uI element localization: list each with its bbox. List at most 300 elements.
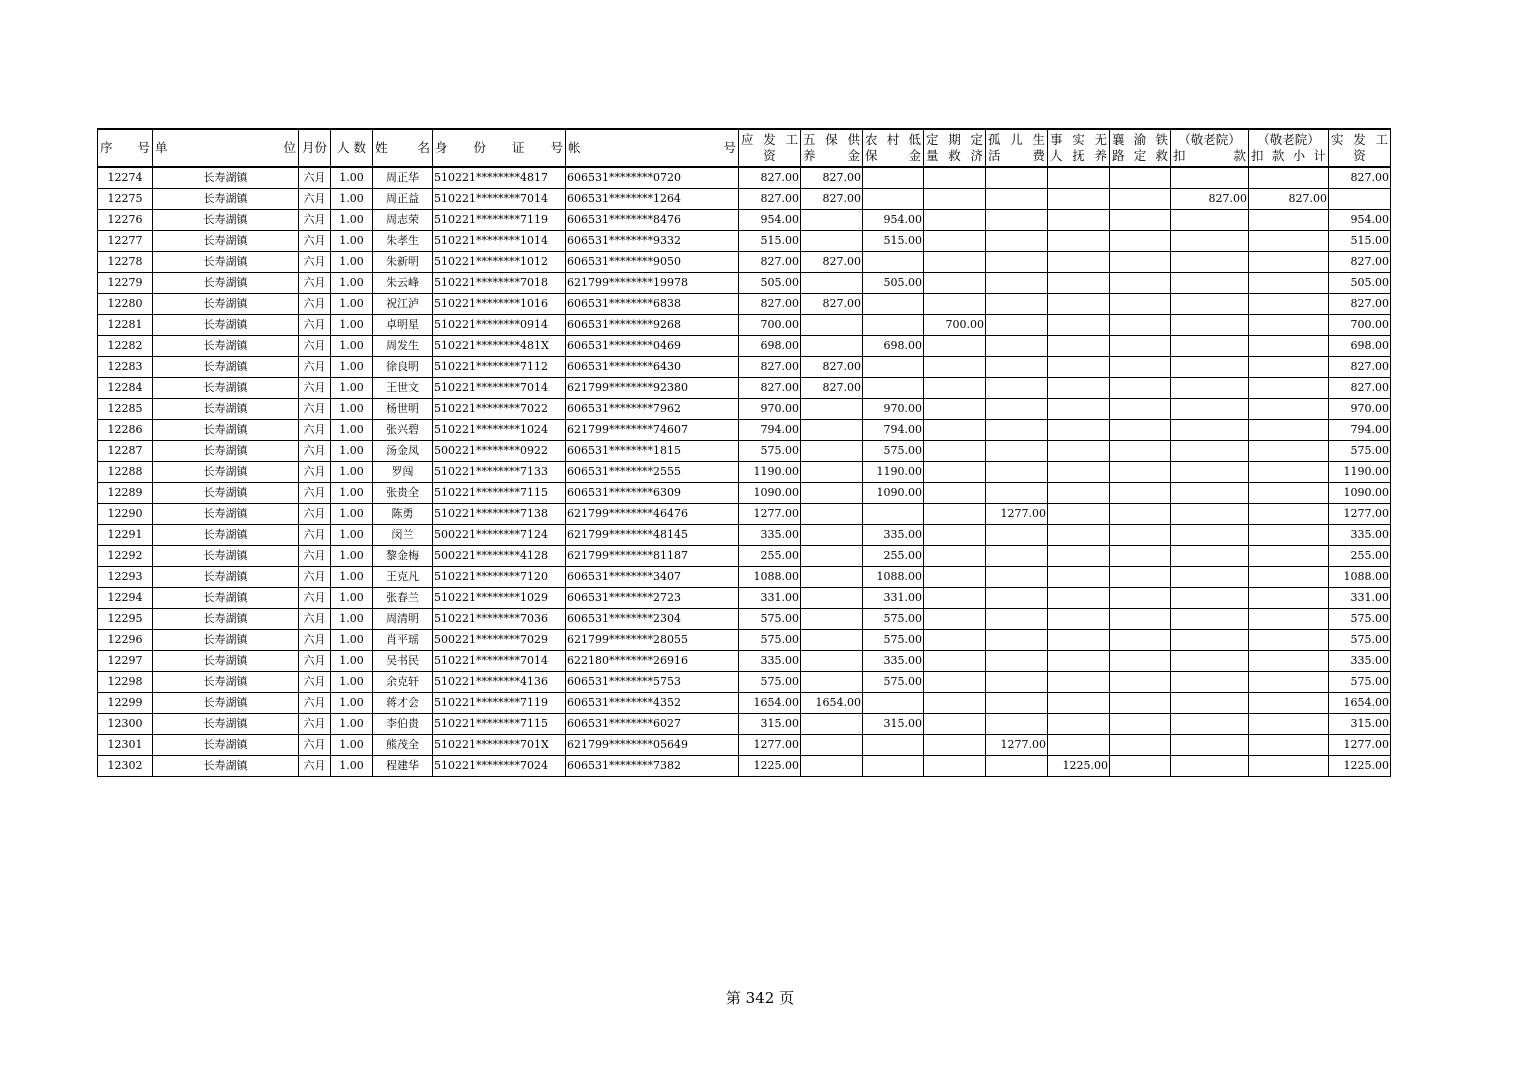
cell-dingqi (924, 252, 986, 273)
table-row (98, 315, 1391, 336)
cell-people: 1.00 (331, 462, 373, 483)
cell-dingqi (924, 672, 986, 693)
cell-id-number: 510221********7018 (433, 273, 566, 294)
cell-xiangyu (1110, 189, 1171, 210)
cell-dibao (863, 756, 924, 777)
cell-dingqi (924, 588, 986, 609)
cell-xiangyu (1110, 588, 1171, 609)
cell-dingqi (924, 651, 986, 672)
table-row (98, 756, 1391, 777)
cell-dingqi (924, 273, 986, 294)
cell-people: 1.00 (331, 399, 373, 420)
cell-nursing-deduct (1171, 399, 1249, 420)
cell-nursing-deduct-subtotal (1249, 525, 1329, 546)
cell-nursing-deduct (1171, 567, 1249, 588)
cell-account: 606531********2304 (566, 609, 739, 630)
cell-name: 李伯贵 (373, 714, 433, 735)
cell-wubao (801, 315, 863, 336)
cell-wubao (801, 651, 863, 672)
cell-net-pay: 954.00 (1329, 210, 1391, 231)
header-id: 身 份 证 号 (433, 129, 566, 167)
cell-unit: 长寿湖镇 (153, 525, 299, 546)
cell-wubao (801, 420, 863, 441)
cell-guer (986, 399, 1048, 420)
cell-gross-pay: 827.00 (739, 189, 801, 210)
cell-dibao (863, 357, 924, 378)
cell-month: 六月 (299, 210, 331, 231)
cell-net-pay: 1088.00 (1329, 567, 1391, 588)
cell-people: 1.00 (331, 378, 373, 399)
table-row (98, 252, 1391, 273)
cell-shishi (1048, 189, 1110, 210)
cell-dibao: 794.00 (863, 420, 924, 441)
cell-nursing-deduct: 827.00 (1171, 189, 1249, 210)
cell-name: 王克凡 (373, 567, 433, 588)
cell-dingqi (924, 462, 986, 483)
cell-shishi (1048, 441, 1110, 462)
cell-wubao (801, 735, 863, 756)
cell-gross-pay: 1277.00 (739, 735, 801, 756)
cell-nursing-deduct-subtotal (1249, 588, 1329, 609)
cell-account: 606531********1815 (566, 441, 739, 462)
cell-nursing-deduct-subtotal (1249, 672, 1329, 693)
cell-seq: 12284 (98, 378, 153, 399)
cell-dibao: 255.00 (863, 546, 924, 567)
cell-unit: 长寿湖镇 (153, 315, 299, 336)
cell-name: 熊茂全 (373, 735, 433, 756)
cell-guer (986, 483, 1048, 504)
cell-seq: 12291 (98, 525, 153, 546)
cell-unit: 长寿湖镇 (153, 399, 299, 420)
cell-net-pay: 1277.00 (1329, 735, 1391, 756)
cell-nursing-deduct (1171, 441, 1249, 462)
cell-seq: 12302 (98, 756, 153, 777)
header-people: 人 数 (331, 129, 373, 167)
cell-id-number: 510221********4136 (433, 672, 566, 693)
cell-dingqi (924, 210, 986, 231)
cell-net-pay: 335.00 (1329, 651, 1391, 672)
cell-dingqi (924, 167, 986, 189)
cell-guer (986, 378, 1048, 399)
cell-shishi (1048, 273, 1110, 294)
cell-seq: 12280 (98, 294, 153, 315)
cell-xiangyu (1110, 483, 1171, 504)
cell-dibao: 505.00 (863, 273, 924, 294)
cell-id-number: 500221********0922 (433, 441, 566, 462)
cell-gross-pay: 315.00 (739, 714, 801, 735)
cell-guer (986, 441, 1048, 462)
cell-month: 六月 (299, 630, 331, 651)
cell-dingqi (924, 546, 986, 567)
cell-account: 621799********92380 (566, 378, 739, 399)
header-gross-pay: 应 发 工 资 (739, 129, 801, 167)
cell-id-number: 510221********4817 (433, 167, 566, 189)
cell-name: 朱孝生 (373, 231, 433, 252)
cell-gross-pay: 255.00 (739, 546, 801, 567)
table-row (98, 483, 1391, 504)
cell-net-pay: 575.00 (1329, 609, 1391, 630)
cell-month: 六月 (299, 189, 331, 210)
cell-gross-pay: 794.00 (739, 420, 801, 441)
cell-account: 606531********0469 (566, 336, 739, 357)
cell-guer (986, 357, 1048, 378)
cell-gross-pay: 1088.00 (739, 567, 801, 588)
cell-xiangyu (1110, 441, 1171, 462)
cell-net-pay: 700.00 (1329, 315, 1391, 336)
cell-dibao: 1090.00 (863, 483, 924, 504)
cell-gross-pay: 575.00 (739, 441, 801, 462)
cell-nursing-deduct (1171, 525, 1249, 546)
cell-gross-pay: 698.00 (739, 336, 801, 357)
cell-nursing-deduct (1171, 420, 1249, 441)
cell-unit: 长寿湖镇 (153, 420, 299, 441)
cell-id-number: 510221********1024 (433, 420, 566, 441)
cell-shishi (1048, 294, 1110, 315)
cell-wubao (801, 588, 863, 609)
cell-dibao: 575.00 (863, 441, 924, 462)
cell-shishi (1048, 399, 1110, 420)
cell-month: 六月 (299, 693, 331, 714)
table-row (98, 273, 1391, 294)
cell-account: 606531********5753 (566, 672, 739, 693)
cell-wubao (801, 525, 863, 546)
cell-seq: 12279 (98, 273, 153, 294)
cell-net-pay: 575.00 (1329, 672, 1391, 693)
cell-nursing-deduct-subtotal (1249, 735, 1329, 756)
cell-dingqi (924, 231, 986, 252)
cell-dibao: 331.00 (863, 588, 924, 609)
cell-account: 606531********0720 (566, 167, 739, 189)
cell-month: 六月 (299, 441, 331, 462)
cell-guer (986, 462, 1048, 483)
cell-wubao (801, 441, 863, 462)
cell-id-number: 510221********7120 (433, 567, 566, 588)
cell-gross-pay: 575.00 (739, 609, 801, 630)
cell-account: 606531********6309 (566, 483, 739, 504)
cell-name: 余克轩 (373, 672, 433, 693)
cell-nursing-deduct-subtotal (1249, 378, 1329, 399)
cell-name: 杨世明 (373, 399, 433, 420)
cell-guer (986, 756, 1048, 777)
cell-seq: 12293 (98, 567, 153, 588)
cell-nursing-deduct-subtotal (1249, 167, 1329, 189)
cell-dibao (863, 167, 924, 189)
cell-dingqi (924, 693, 986, 714)
cell-id-number: 510221********7022 (433, 399, 566, 420)
cell-xiangyu (1110, 357, 1171, 378)
cell-guer (986, 273, 1048, 294)
cell-nursing-deduct-subtotal (1249, 462, 1329, 483)
cell-dingqi (924, 609, 986, 630)
cell-unit: 长寿湖镇 (153, 588, 299, 609)
cell-shishi (1048, 420, 1110, 441)
cell-people: 1.00 (331, 735, 373, 756)
cell-unit: 长寿湖镇 (153, 336, 299, 357)
table-row (98, 567, 1391, 588)
cell-net-pay: 1190.00 (1329, 462, 1391, 483)
cell-net-pay: 505.00 (1329, 273, 1391, 294)
cell-wubao: 827.00 (801, 252, 863, 273)
cell-seq: 12274 (98, 167, 153, 189)
cell-month: 六月 (299, 525, 331, 546)
cell-net-pay: 794.00 (1329, 420, 1391, 441)
cell-name: 周志荣 (373, 210, 433, 231)
cell-month: 六月 (299, 735, 331, 756)
cell-account: 621799********05649 (566, 735, 739, 756)
cell-id-number: 510221********7014 (433, 651, 566, 672)
cell-account: 606531********9268 (566, 315, 739, 336)
cell-wubao (801, 504, 863, 525)
cell-net-pay: 1090.00 (1329, 483, 1391, 504)
cell-month: 六月 (299, 546, 331, 567)
table-row (98, 504, 1391, 525)
cell-guer (986, 336, 1048, 357)
cell-wubao: 827.00 (801, 357, 863, 378)
cell-gross-pay: 827.00 (739, 294, 801, 315)
cell-dingqi (924, 483, 986, 504)
cell-name: 周清明 (373, 609, 433, 630)
table-row (98, 525, 1391, 546)
cell-xiangyu (1110, 504, 1171, 525)
table-row (98, 441, 1391, 462)
cell-seq: 12294 (98, 588, 153, 609)
cell-people: 1.00 (331, 167, 373, 189)
cell-wubao: 827.00 (801, 378, 863, 399)
cell-gross-pay: 1225.00 (739, 756, 801, 777)
cell-xiangyu (1110, 651, 1171, 672)
table-row (98, 167, 1391, 189)
cell-people: 1.00 (331, 525, 373, 546)
table-row (98, 336, 1391, 357)
cell-dibao (863, 693, 924, 714)
cell-net-pay: 575.00 (1329, 630, 1391, 651)
cell-nursing-deduct-subtotal (1249, 231, 1329, 252)
cell-id-number: 500221********4128 (433, 546, 566, 567)
header-month: 月份 (299, 129, 331, 167)
cell-account: 606531********2723 (566, 588, 739, 609)
cell-guer (986, 189, 1048, 210)
cell-xiangyu (1110, 231, 1171, 252)
cell-month: 六月 (299, 672, 331, 693)
cell-xiangyu (1110, 546, 1171, 567)
cell-gross-pay: 827.00 (739, 167, 801, 189)
cell-unit: 长寿湖镇 (153, 756, 299, 777)
cell-account: 606531********7962 (566, 399, 739, 420)
cell-nursing-deduct (1171, 546, 1249, 567)
cell-seq: 12301 (98, 735, 153, 756)
cell-shishi (1048, 231, 1110, 252)
cell-dibao: 515.00 (863, 231, 924, 252)
cell-shishi (1048, 525, 1110, 546)
cell-month: 六月 (299, 378, 331, 399)
cell-id-number: 510221********1016 (433, 294, 566, 315)
cell-net-pay: 1277.00 (1329, 504, 1391, 525)
cell-nursing-deduct-subtotal (1249, 483, 1329, 504)
cell-unit: 长寿湖镇 (153, 567, 299, 588)
table-row (98, 420, 1391, 441)
cell-account: 621799********74607 (566, 420, 739, 441)
cell-nursing-deduct (1171, 630, 1249, 651)
cell-gross-pay: 575.00 (739, 672, 801, 693)
cell-nursing-deduct-subtotal (1249, 756, 1329, 777)
cell-net-pay: 1654.00 (1329, 693, 1391, 714)
table-row (98, 735, 1391, 756)
table-row (98, 714, 1391, 735)
cell-people: 1.00 (331, 336, 373, 357)
cell-gross-pay: 335.00 (739, 525, 801, 546)
cell-shishi (1048, 167, 1110, 189)
cell-gross-pay: 827.00 (739, 378, 801, 399)
cell-dingqi (924, 630, 986, 651)
cell-nursing-deduct (1171, 651, 1249, 672)
table-row (98, 399, 1391, 420)
cell-guer (986, 210, 1048, 231)
cell-id-number: 510221********7014 (433, 378, 566, 399)
cell-nursing-deduct-subtotal (1249, 336, 1329, 357)
cell-guer (986, 651, 1048, 672)
cell-seq: 12292 (98, 546, 153, 567)
cell-dibao (863, 735, 924, 756)
cell-xiangyu (1110, 315, 1171, 336)
cell-gross-pay: 575.00 (739, 630, 801, 651)
cell-seq: 12276 (98, 210, 153, 231)
cell-nursing-deduct (1171, 504, 1249, 525)
cell-wubao (801, 483, 863, 504)
cell-name: 周正华 (373, 167, 433, 189)
cell-nursing-deduct-subtotal (1249, 357, 1329, 378)
cell-month: 六月 (299, 167, 331, 189)
cell-dibao: 335.00 (863, 651, 924, 672)
cell-account: 606531********7382 (566, 756, 739, 777)
cell-gross-pay: 1277.00 (739, 504, 801, 525)
cell-dingqi (924, 735, 986, 756)
cell-net-pay: 331.00 (1329, 588, 1391, 609)
cell-gross-pay: 700.00 (739, 315, 801, 336)
cell-nursing-deduct (1171, 167, 1249, 189)
cell-account: 606531********9332 (566, 231, 739, 252)
cell-name: 周发生 (373, 336, 433, 357)
cell-unit: 长寿湖镇 (153, 189, 299, 210)
table-body (98, 167, 1391, 777)
cell-shishi (1048, 609, 1110, 630)
cell-nursing-deduct (1171, 483, 1249, 504)
cell-seq: 12275 (98, 189, 153, 210)
cell-wubao (801, 546, 863, 567)
cell-wubao (801, 609, 863, 630)
cell-seq: 12281 (98, 315, 153, 336)
cell-seq: 12287 (98, 441, 153, 462)
cell-net-pay: 827.00 (1329, 167, 1391, 189)
cell-people: 1.00 (331, 441, 373, 462)
cell-seq: 12289 (98, 483, 153, 504)
cell-shishi (1048, 357, 1110, 378)
cell-nursing-deduct-subtotal (1249, 252, 1329, 273)
cell-gross-pay: 335.00 (739, 651, 801, 672)
cell-id-number: 510221********7119 (433, 693, 566, 714)
cell-shishi (1048, 714, 1110, 735)
cell-seq: 12278 (98, 252, 153, 273)
cell-xiangyu (1110, 525, 1171, 546)
cell-shishi (1048, 378, 1110, 399)
cell-dibao: 698.00 (863, 336, 924, 357)
cell-xiangyu (1110, 252, 1171, 273)
cell-id-number: 500221********7029 (433, 630, 566, 651)
cell-seq: 12299 (98, 693, 153, 714)
cell-id-number: 510221********7133 (433, 462, 566, 483)
header-nursing-deduct: （敬老院） 扣 款 (1171, 129, 1249, 167)
table-row (98, 378, 1391, 399)
cell-id-number: 510221********1012 (433, 252, 566, 273)
cell-nursing-deduct-subtotal (1249, 210, 1329, 231)
cell-xiangyu (1110, 399, 1171, 420)
cell-month: 六月 (299, 609, 331, 630)
cell-unit: 长寿湖镇 (153, 378, 299, 399)
cell-shishi (1048, 693, 1110, 714)
cell-guer (986, 672, 1048, 693)
cell-shishi (1048, 672, 1110, 693)
cell-name: 周正益 (373, 189, 433, 210)
cell-people: 1.00 (331, 294, 373, 315)
cell-id-number: 510221********7014 (433, 189, 566, 210)
cell-xiangyu (1110, 693, 1171, 714)
cell-unit: 长寿湖镇 (153, 630, 299, 651)
cell-guer (986, 714, 1048, 735)
cell-nursing-deduct (1171, 294, 1249, 315)
cell-xiangyu (1110, 672, 1171, 693)
cell-shishi (1048, 315, 1110, 336)
cell-xiangyu (1110, 336, 1171, 357)
cell-shishi (1048, 588, 1110, 609)
cell-xiangyu (1110, 294, 1171, 315)
cell-people: 1.00 (331, 315, 373, 336)
cell-seq: 12282 (98, 336, 153, 357)
cell-nursing-deduct (1171, 273, 1249, 294)
cell-shishi (1048, 567, 1110, 588)
cell-guer (986, 231, 1048, 252)
cell-dibao: 954.00 (863, 210, 924, 231)
cell-net-pay: 827.00 (1329, 294, 1391, 315)
cell-unit: 长寿湖镇 (153, 609, 299, 630)
table-row (98, 294, 1391, 315)
cell-people: 1.00 (331, 231, 373, 252)
header-xiangyu: 襄 渝 铁 路 定 救 (1110, 129, 1171, 167)
cell-name: 程建华 (373, 756, 433, 777)
cell-gross-pay: 515.00 (739, 231, 801, 252)
cell-shishi (1048, 210, 1110, 231)
table-row (98, 462, 1391, 483)
cell-dibao: 1088.00 (863, 567, 924, 588)
cell-seq: 12296 (98, 630, 153, 651)
cell-account: 606531********4352 (566, 693, 739, 714)
cell-shishi (1048, 504, 1110, 525)
cell-wubao (801, 399, 863, 420)
cell-dingqi (924, 441, 986, 462)
cell-wubao: 827.00 (801, 167, 863, 189)
cell-nursing-deduct-subtotal (1249, 567, 1329, 588)
cell-dingqi (924, 567, 986, 588)
cell-name: 黎金梅 (373, 546, 433, 567)
cell-name: 张兴碧 (373, 420, 433, 441)
cell-id-number: 510221********7115 (433, 483, 566, 504)
cell-dibao: 970.00 (863, 399, 924, 420)
cell-net-pay: 698.00 (1329, 336, 1391, 357)
cell-dibao: 315.00 (863, 714, 924, 735)
cell-shishi (1048, 462, 1110, 483)
cell-net-pay: 970.00 (1329, 399, 1391, 420)
table-row (98, 189, 1391, 210)
cell-shishi (1048, 735, 1110, 756)
cell-shishi (1048, 630, 1110, 651)
